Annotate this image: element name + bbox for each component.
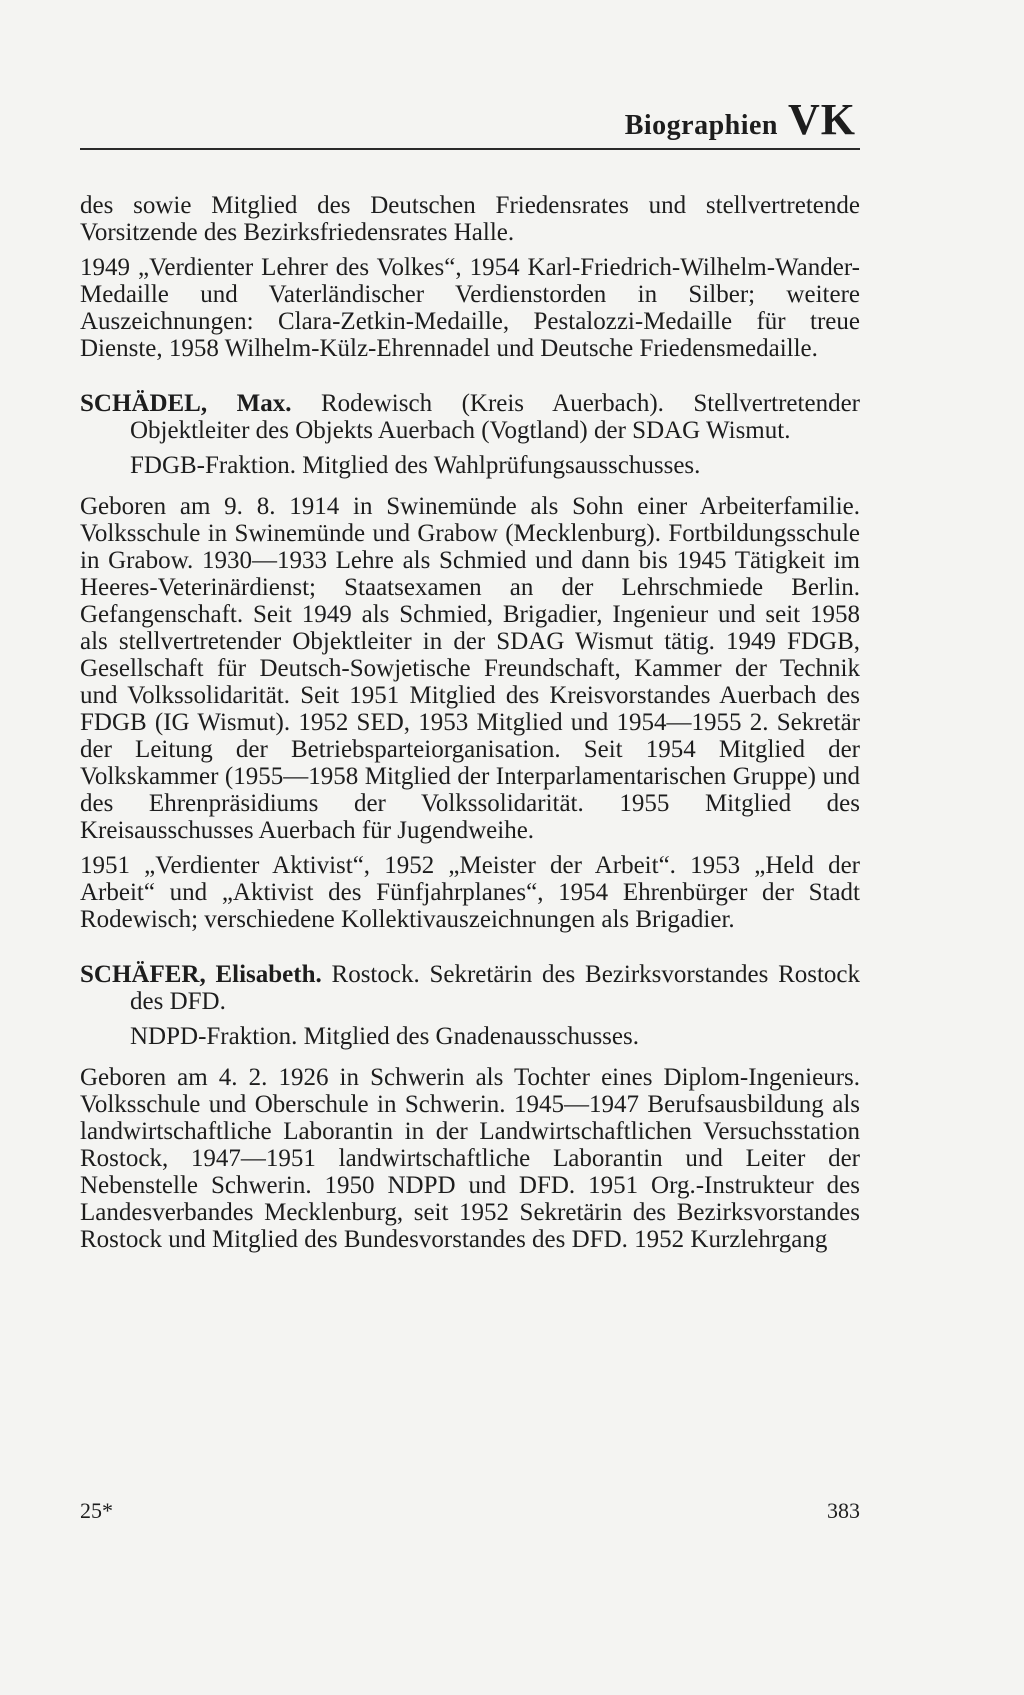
entry-heading (80, 390, 860, 444)
page-number: 383 (827, 1498, 860, 1523)
signature-mark: 25* (80, 1498, 113, 1523)
page-body (80, 192, 860, 1261)
entry-fraction: FDGB-Fraktion. Mitglied des Wahlprüfungsausschusses. (130, 452, 701, 479)
entry-name: SCHÄDEL, Max. (80, 390, 292, 417)
biography-entry-schaedel (80, 390, 860, 933)
header-title: Biographien (624, 110, 778, 141)
entry-biography: Geboren am 9. 8. 1914 in Swinemünde als Sohn einer Arbeiterfamilie. Volksschule in Swinemünde und Grabow (Mecklenburg). Fortbildungsschule in Grabow. 1930—1933 Lehre als Schmied und dann bis 1945 Tätigkeit im Heeres-Veterinärdienst; Staatsexamen an der Lehrschmiede Berlin. Gefangenschaft. Seit 1949 als Schmied, Brigadier, Ingenieur und seit 1958 als stellvertretender Objektleiter in der SDAG Wismut tätig. 1949 FDGB, Gesellschaft für Deutsch-Sowjetische Freundschaft, Kammer der Technik und Volkssolidarität. Seit 1951 Mitglied des Kreisvorstandes Auerbach des FDGB (IG Wismut). 1952 SED, 1953 Mitglied und 1954—1955 2. Sekretär der Leitung der Betriebsparteiorganisation. Seit 1954 Mitglied der Volkskammer (1955—1958 Mitglied der Interparlamentarischen Gruppe) und des Ehrenpräsidiums der Volkssolidarität. 1955 Mitglied des Kreisausschusses Auerbach für Jugendweihe. (80, 493, 860, 844)
entry-biography: Geboren am 4. 2. 1926 in Schwerin als Tochter eines Diplom-Ingenieurs. Volksschule und Oberschule in Schwerin. 1945—1947 Berufsausbildung als landwirtschaftliche Laborantin in der Landwirtschaftlichen Versuchsstation Rostock, 1947—1951 landwirtschaftliche Laborantin und Leiter der Nebenstelle Schwerin. 1950 NDPD und DFD. 1951 Org.-Instrukteur des Landesverbandes Mecklenburg, seit 1952 Sekretärin des Bezirksvorstandes Rostock und Mitglied des Bundesvorstandes des DFD. 1952 Kurzlehrgang (80, 1064, 860, 1253)
entry-heading (80, 961, 860, 1015)
entry-separator (80, 370, 860, 390)
biography-entry-schaefer (80, 961, 860, 1253)
continuation-paragraph: des sowie Mitglied des Deutschen Friedensrates und stellvertretende Vorsitzende des Bezirksfriedensrates Halle. (80, 192, 860, 246)
entry-position: Rodewisch (Kreis Auerbach). Stellvertretender Objektleiter des Objekts Auerbach (Vogtland) der SDAG Wismut. (130, 390, 860, 444)
entry-fraction: NDPD-Fraktion. Mitglied des Gnadenausschusses. (130, 1023, 639, 1050)
entry-separator (80, 941, 860, 961)
entry-awards: 1951 „Verdienter Aktivist“, 1952 „Meister der Arbeit“. 1953 „Held der Arbeit“ und „Aktivist des Fünfjahrplanes“, 1954 Ehrenbürger der Stadt Rodewisch; verschiedene Kollektivauszeichnungen als Brigadier. (80, 852, 860, 933)
header-section-code: VK (788, 95, 856, 144)
header-text (624, 95, 856, 144)
continuation-awards: 1949 „Verdienter Lehrer des Volkes“, 1954 Karl-Friedrich-Wilhelm-Wander-Medaille und Vaterländischer Verdienstorden in Silber; weitere Auszeichnungen: Clara-Zetkin-Medaille, Pestalozzi-Medaille für treue Dienste, 1958 Wilhelm-Külz-Ehrennadel und Deutsche Friedensmedaille. (80, 254, 860, 362)
running-header (80, 95, 860, 150)
entry-position: Rostock. Sekretärin des Bezirksvorstandes Rostock des DFD. (130, 961, 861, 1015)
entry-name: SCHÄFER, Elisabeth. (80, 961, 322, 988)
